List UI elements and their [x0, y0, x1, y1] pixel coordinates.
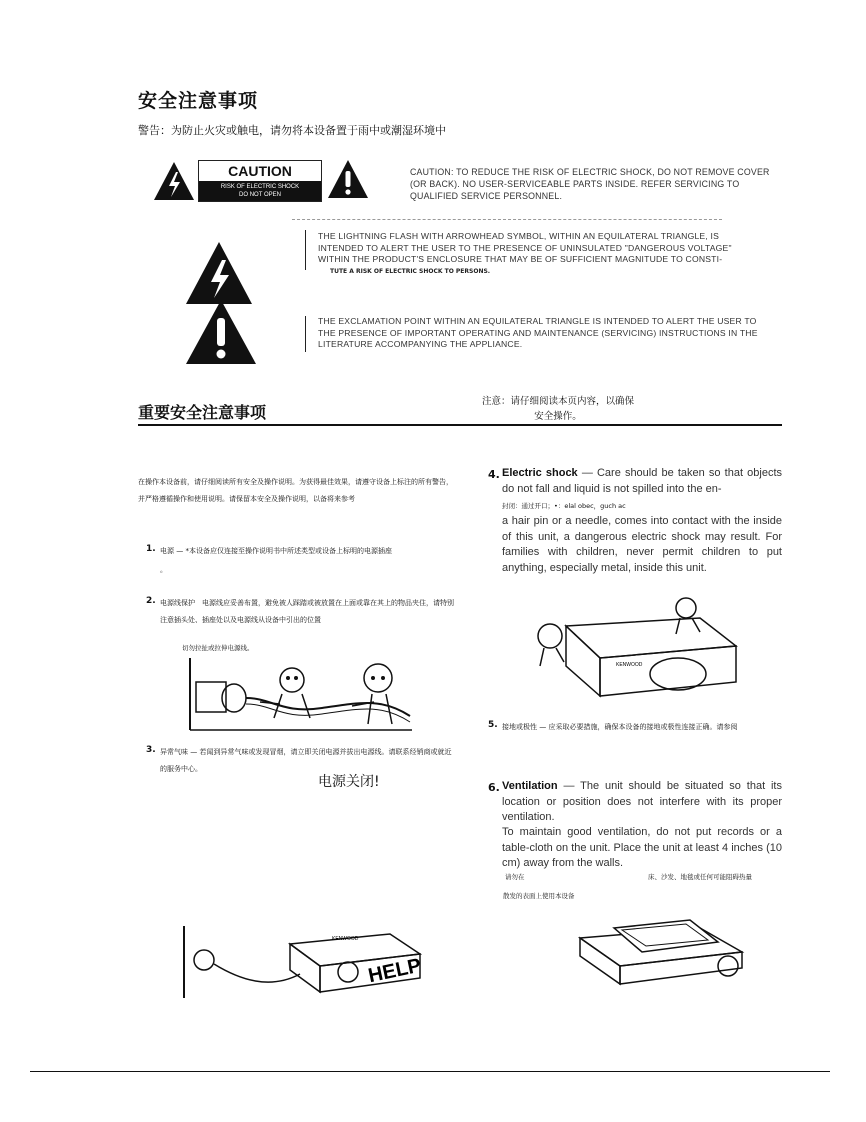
notice-line1: 注意：请仔细阅读本页内容，以确保 — [481, 396, 634, 407]
item-number: 5. — [488, 720, 498, 730]
power-off-label: 电源关闭! — [318, 774, 380, 790]
caution-label-line1: RISK OF ELECTRIC SHOCK — [220, 184, 300, 190]
caution-text: CAUTION: TO REDUCE THE RISK OF ELECTRIC SHOCK, DO NOT REMOVE COVER (OR BACK). NO USER-SERVICEABLE PARTS INSIDE. REFER SERVICING TO QUALIFIED SERVICE PERSONNEL. — [410, 167, 770, 201]
caution-label-bottom — [199, 181, 321, 201]
item4-title: Electric shock — [502, 467, 578, 479]
item-note: 切勿拉扯或拉伸电源线。 — [182, 644, 254, 652]
lightning-description-sub: TUTE A RISK OF ELECTRIC SHOCK TO PERSONS. — [330, 268, 491, 275]
item-text: 异常气味 — 若闻到异常气味或发现冒烟，请立即关闭电源并拔出电源线。请联系经销商或就近的服务中心。 — [160, 748, 452, 773]
footer-rule — [30, 1071, 830, 1072]
item4-text2: a hair pin or a needle, comes into contact with the inside of this unit, a dangerous electric shock may result. For families with children, never permit children to put anything, especially metal, inside this unit. — [502, 515, 782, 574]
electric-shock-illustration — [530, 596, 750, 702]
item5-text: 接地或极性 — 应采取必要措施，确保本设备的接地或极性连接正确。请参阅 — [502, 723, 738, 731]
ventilation-illustration — [550, 916, 760, 990]
item4-text: — Care should be taken so that objects do not fall and liquid is not spilled into the en- — [502, 467, 782, 495]
lightning-flash-icon — [184, 240, 254, 306]
exclamation-warning-icon — [326, 158, 370, 200]
item-number: 4. — [488, 468, 500, 481]
brand-label: KENWOOD — [332, 936, 359, 942]
item6-cn2: 床、沙发、地毯或任何可能阻碍热量 — [648, 873, 752, 881]
caution-label — [198, 160, 322, 202]
item-tail: 。 — [160, 566, 167, 574]
item6-text2: To maintain good ventilation, do not put records or a table-cloth on the unit. Place the unit at least 4 inches (10 cm) away from the walls. — [502, 826, 782, 869]
item-text: 电源 — *本设备应仅连接至操作说明书中所述类型或设备上标明的电源插座 — [160, 547, 392, 555]
help-illustration — [180, 920, 430, 1000]
section-title: 重要安全注意事项 — [138, 403, 267, 422]
notice-line2: 安全操作。 — [534, 411, 582, 422]
item6-text: — The unit should be situated so that its location or position does not interfere with its proper ventilation. — [502, 780, 782, 823]
item-number: 1. — [146, 544, 156, 554]
help-text: HELP — [366, 954, 424, 988]
page-title: 安全注意事项 — [138, 90, 259, 112]
item4-body — [502, 466, 782, 497]
caution-label-top: CAUTION — [228, 163, 292, 179]
lightning-description: THE LIGHTNING FLASH WITH ARROWHEAD SYMBOL, WITHIN AN EQUILATERAL TRIANGLE, IS INTENDED TO ALERT THE USER TO THE PRESENCE OF UNINSULATED "DANGEROUS VOLTAGE" WITHIN THE PRODUCT'S ENCLOSURE THAT MAY BE OF SUFFICIENT MAGNITUDE TO CONSTI- — [318, 231, 732, 264]
bracket-line — [305, 316, 306, 352]
section-rule — [138, 424, 782, 426]
item-text: 电源线保护 电源线应妥善布置，避免被人踩踏或被放置在上面或靠在其上的物品夹住，请特别注意插头处、插座处以及电源线从设备中引出的位置 — [160, 599, 454, 624]
item6-cn3: 散发的表面上使用本设备 — [503, 892, 575, 900]
caution-label-line2: DO NOT OPEN — [239, 192, 281, 198]
item-number: 3. — [146, 745, 156, 755]
brand-label: KENWOOD — [616, 662, 643, 668]
item6-title: Ventilation — [502, 780, 558, 792]
lightning-warning-icon — [152, 160, 196, 202]
item6-cn1: 请勿在 — [505, 873, 525, 881]
divider — [292, 219, 722, 221]
item-number: 2. — [146, 596, 156, 606]
exclamation-point-icon — [184, 298, 258, 366]
warning-line: 警告：为防止火灾或触电，请勿将本设备置于雨中或潮湿环境中 — [138, 124, 446, 137]
exclamation-description: THE EXCLAMATION POINT WITHIN AN EQUILATERAL TRIANGLE IS INTENDED TO ALERT THE USER TO THE PRESENCE OF IMPORTANT OPERATING AND MAINTENANCE (SERVICING) INSTRUCTIONS IN THE LITERATURE ACCOMPANYING THE APPLIANCE. — [318, 316, 758, 349]
notice — [468, 394, 648, 424]
power-cord-illustration — [182, 658, 422, 732]
item4-cn: 封闭：通过开口；•：elal obec，guch ac — [502, 502, 626, 510]
item-number: 6. — [488, 781, 500, 794]
item6-body — [502, 779, 782, 826]
intro-text: 在操作本设备前，请仔细阅读所有安全及操作说明。为获得最佳效果，请遵守设备上标注的所有警告，并严格遵循操作和使用说明。请保留本安全及操作说明，以备将来参考 — [138, 478, 453, 503]
bracket-line — [305, 230, 306, 270]
